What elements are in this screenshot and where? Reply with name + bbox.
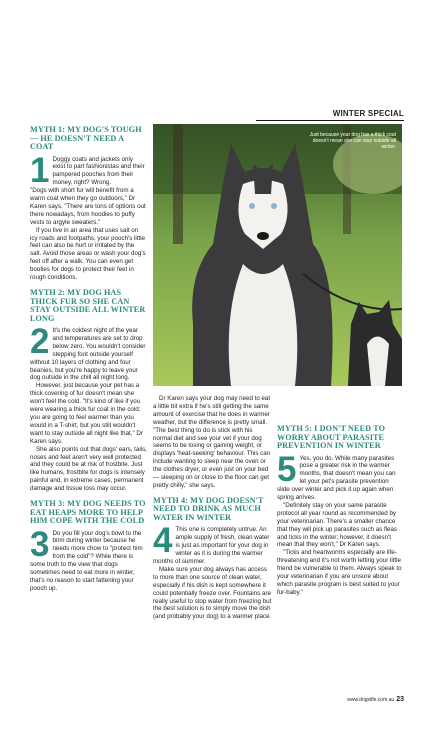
- myth2-dropcap: 2: [30, 322, 50, 361]
- myth2-body: [30, 322, 147, 382]
- column-1: [30, 126, 147, 593]
- page-number: 23: [396, 696, 404, 703]
- myth4-paragraph: This one is completely untrue. An ample supply of fresh, clean water is just as important for your dog in winter as it is during the warmer months of summer.: [153, 526, 270, 565]
- myth5-paragraph: Yes, you do. While many parasites pose a greater risk in the warmer months, that doesn't mean you can let your pet's parasite prevention slide over winter and pick it up again when spring arrives.: [277, 454, 396, 502]
- myth1-body: [30, 150, 147, 190]
- myth1-paragraph: Doggy coats and jackets only exist to part fashionistas and their pampered pooches from their money, right? Wrong.: [52, 155, 145, 187]
- myth3-body: [30, 524, 147, 593]
- section-rule: [256, 120, 404, 121]
- page-footer: [347, 696, 404, 703]
- myth2-paragraph: However, just because your pet has a thick covering of fur doesn't mean she won't feel the cold. "It's kind of like if you were wearing a thick fur coat in the cold; you are going to feel warmer than you would in a T-shirt, but you still wouldn't want to stay outside all night like that," Dr Karen says.: [30, 382, 143, 445]
- myth1-paragraph: If you live in an area that uses salt on icy roads and footpaths, your pooch's little feet can also be hurt or irritated by the salt. Avoid those areas or wash your dog's feet off after a walk. You can even get booties for dogs to protect their feet in rough conditions.: [30, 226, 146, 282]
- myth1-heading: MYTH 1: MY DOG'S TOUGH — HE DOESN'T NEED A COAT: [30, 125, 142, 151]
- myth4-paragraph: Make sure your dog always has access to more than one source of clean water, especially if his dish is kept somewhere it could potentially freeze over. Fountains are really useful to stop water from freezing but the best solution is to simply move the dish (and probably your dog) to a warmer place.: [153, 565, 272, 621]
- husky-illustration: [153, 124, 402, 386]
- myth5-paragraph: "Definitely stay on your same parasite protocol all year round as recommended by your veterinarian. There's a smaller chance that they will pick up parasites such as fleas and ticks in the winter; however, it doesn't mean that they won't," Dr Karen says.: [277, 501, 398, 549]
- myth1-paragraph: "Dogs with short fur will benefit from a warm coat when they go outdoors," Dr Karen says. "There are tons of options out there nowadays, from hoodies to puffy vests to argyle sweaters.": [30, 187, 146, 226]
- myth1-dropcap: 1: [30, 150, 50, 190]
- myth5-paragraph: "Ticks and heartworms especially are life-threatening and it's not worth letting your little friend be vulnerable to them. Always speak to your veterinarian if you are unsure about which parasite program is best suited to your fur-baby.": [277, 549, 402, 596]
- myth2-paragraph: It's the coldest night of the year and temperatures are set to drop below zero. You wouldn't consider stepping foot outside yourself without 10 layers of clothing and four beanies, but you're happy to leave your dog outside in the chill all night long.: [30, 327, 146, 382]
- myth5-heading: MYTH 5: I DON'T NEED TO WORRY ABOUT PARASITE PREVENTION IN WINTER: [277, 424, 386, 450]
- column-2: [153, 395, 272, 621]
- myth3-heading: MYTH 3: MY DOG NEEDS TO EAT HEAPS MORE TO HELP HIM COPE WITH THE COLD: [30, 499, 146, 526]
- myth5-body: [277, 449, 402, 502]
- footer-url[interactable]: www.dogslife.com.au: [347, 697, 395, 703]
- myth3-paragraph: Do you fill your dog's bowl to the brim during winter because he needs more chow to "protect him from the cold"? While there is some truth to the view that dogs sometimes need to eat more in winter, that's no reason to start fattening your pooch up.: [30, 529, 143, 592]
- myth4-dropcap: 4: [153, 521, 173, 561]
- section-tag: WINTER SPECIAL: [332, 109, 404, 118]
- myth5-dropcap: 5: [277, 449, 297, 489]
- husky-photo: [153, 124, 402, 386]
- photo-caption: Just because your dog has a thick coat doesn't mean she can stay outside all winter.: [309, 132, 396, 150]
- column-3: [277, 395, 402, 597]
- myth2-paragraph: She also points out that dogs' ears, tails, noses and feet aren't very well protected and they could be at risk of frostbite. Just like humans, frostbite for dogs is intensely painful and, in extreme cases, permanent damage and tissue loss may occur.: [30, 445, 147, 493]
- myth3-dropcap: 3: [30, 524, 50, 564]
- myth4-heading: MYTH 4: MY DOG DOESN'T NEED TO DRINK AS MUCH WATER IN WINTER: [153, 495, 264, 522]
- myth3-paragraph: Dr Karen says your dog may need to eat a little bit extra if he's still getting the same amount of exercise that he does in warmer weather, but the difference is pretty small. "The best thing to do is stick with his normal diet and see your vet if your dog seems to be losing or gaining weight, or displays 'heat-seeking' behaviour. This can include wanting to sleep near the oven or the clothes dryer, or even just on your bed — sleeping on or close to the floor can get pretty chilly," she says.: [153, 395, 271, 489]
- myth2-heading: MYTH 2: MY DOG HAS THICK FUR SO SHE CAN STAY OUTSIDE ALL WINTER LONG: [30, 288, 146, 323]
- myth4-body: [153, 521, 272, 566]
